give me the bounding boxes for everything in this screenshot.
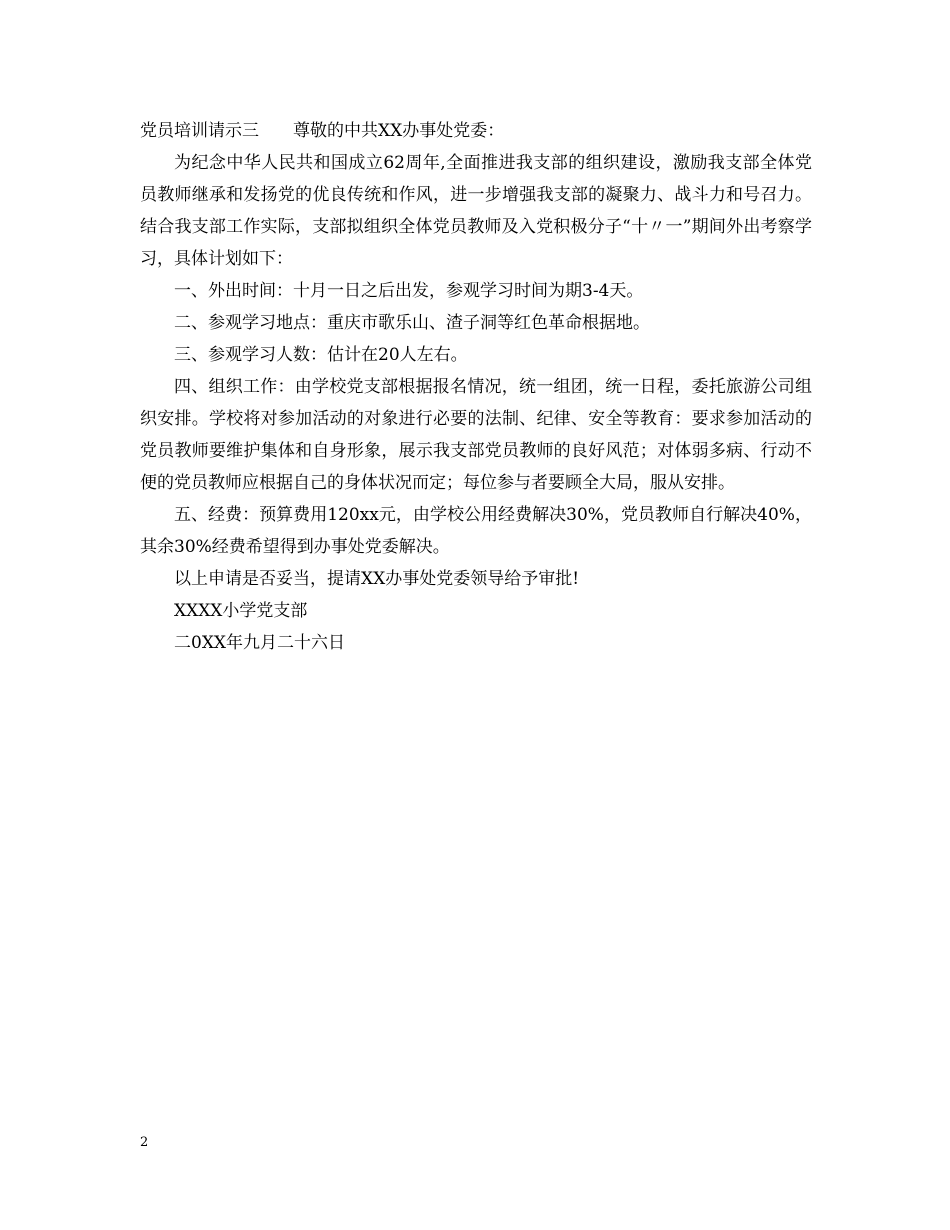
heading-title: 党员培训请示三 xyxy=(140,121,259,141)
paragraph-location: 二、参观学习地点：重庆市歌乐山、渣子洞等红色革命根据地。 xyxy=(174,313,650,333)
document-heading xyxy=(140,115,812,147)
paragraph-funding: 五、经费：预算费用120xx元，由学校公用经费解决30%，党员教师自行解决40%，其余30%经费希望得到办事处党委解决。 xyxy=(140,505,812,557)
page-number: 2 xyxy=(140,1135,149,1150)
document-body xyxy=(140,115,812,659)
paragraph-organization: 四、组织工作：由学校党支部根据报名情况，统一组团，统一日程，委托旅游公司组织安排。学校将对参加活动的对象进行必要的法制、纪律、安全等教育：要求参加活动的党员教师要维护集体和自身形象，展示我支部党员教师的良好风范；对体弱多病、行动不便的党员教师应根据自己的身体状况而定；每位参与者要顾全大局，服从安排。 xyxy=(140,377,812,493)
paragraph-time: 一、外出时间：十月一日之后出发，参观学习时间为期3-4天。 xyxy=(174,281,644,301)
paragraph-participants: 三、参观学习人数：估计在20人左右。 xyxy=(174,345,468,365)
signature-date: 二0XX年九月二十六日 xyxy=(174,633,346,653)
paragraph-request: 以上申请是否妥当，提请XX办事处党委领导给予审批! xyxy=(174,569,580,589)
paragraph-intro: 为纪念中华人民共和国成立62周年,全面推进我支部的组织建设，激励我支部全体党员教师继承和发扬党的优良传统和作风，进一步增强我支部的凝聚力、战斗力和号召力。结合我支部工作实际，支部拟组织全体党员教师及入党积极分子“十〃一”期间外出考察学习，具体计划如下： xyxy=(140,153,812,269)
signature-organization: XXXX小学党支部 xyxy=(174,601,308,621)
salutation: 尊敬的中共XX办事处党委： xyxy=(293,121,505,141)
